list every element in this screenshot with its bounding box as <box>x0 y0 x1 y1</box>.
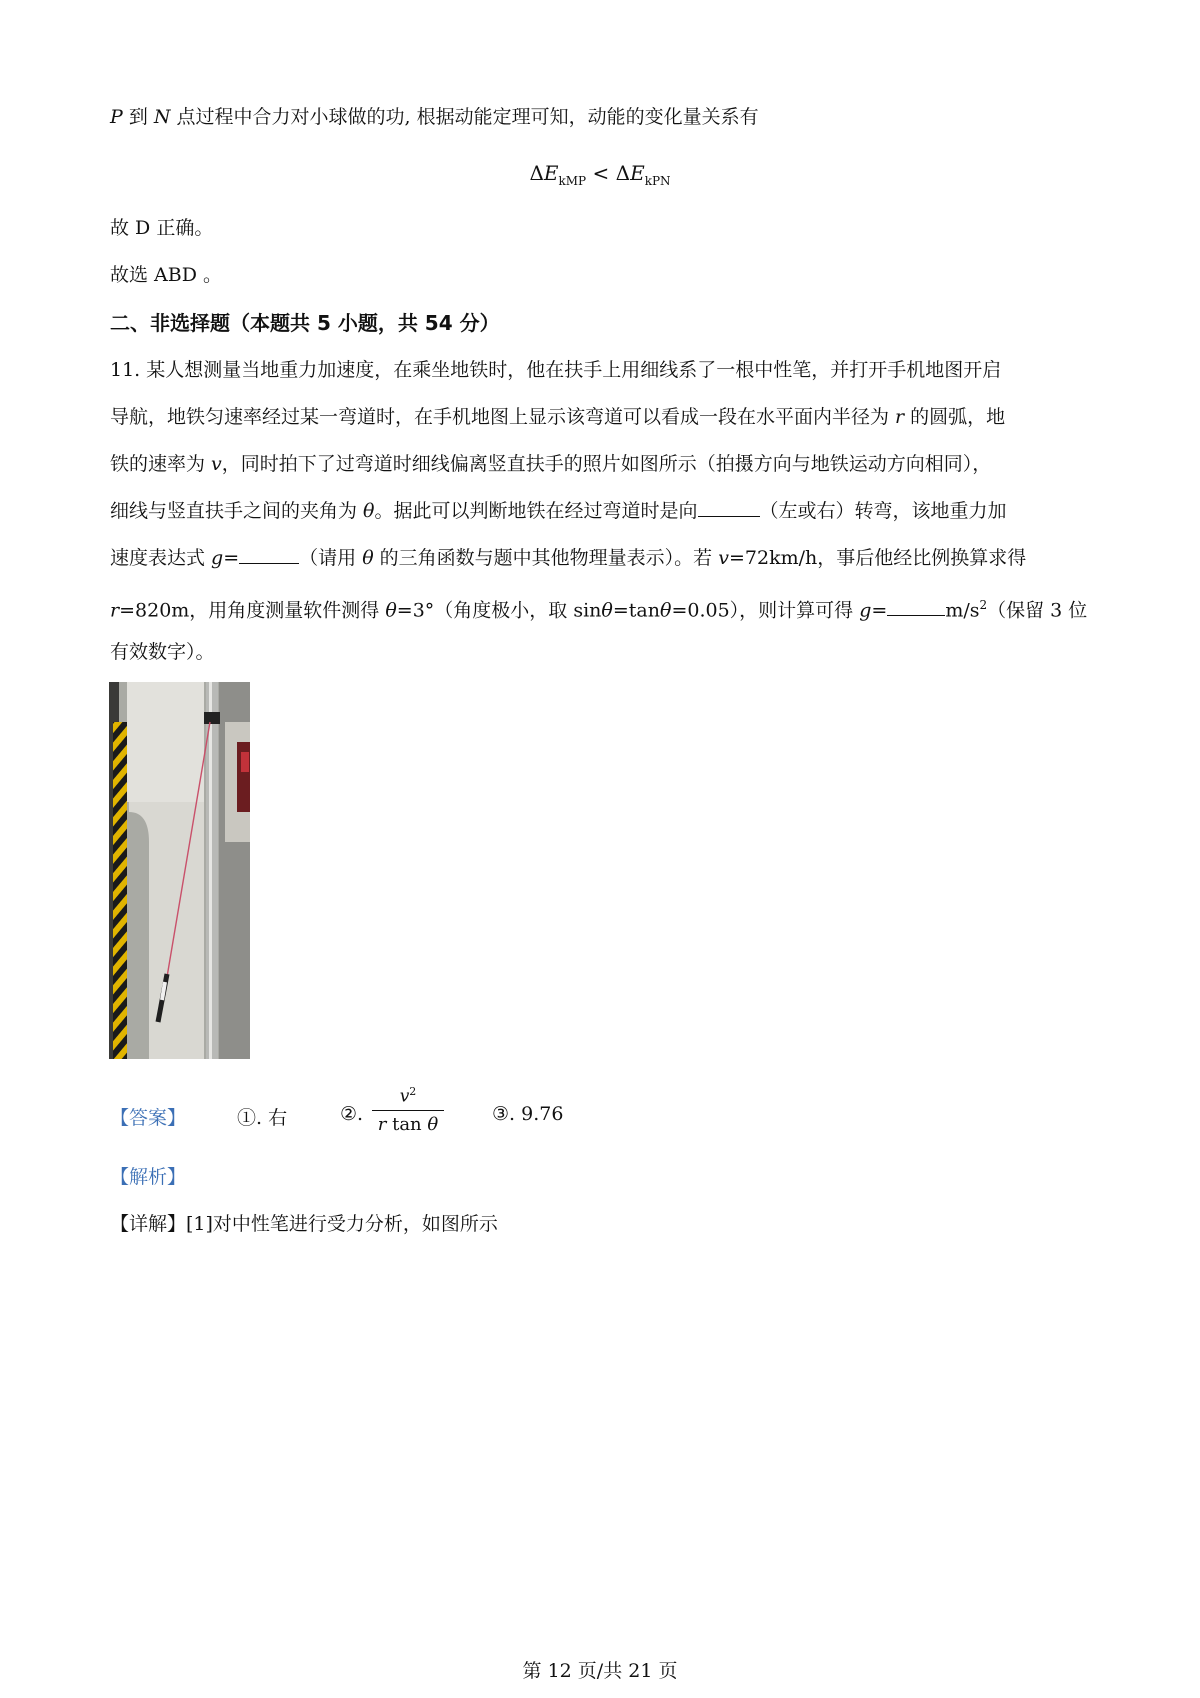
text: tan <box>386 1113 428 1135</box>
kinetic-energy-formula <box>0 160 1200 194</box>
text: 速度表达式 <box>110 547 212 569</box>
text-line-1 <box>110 104 759 130</box>
answer-2-label: ②. <box>340 1103 364 1125</box>
detail-line <box>110 1211 498 1237</box>
answer-2-fraction <box>372 1085 444 1135</box>
text: 点过程中合力对小球做的功, 根据动能定理可知，动能的变化量关系有 <box>170 106 759 128</box>
text: 的三角函数与题中其他物理量表示）。若 <box>373 547 719 569</box>
answer-1: ①. 右 <box>237 1107 288 1129</box>
text: （保留 3 位 <box>987 599 1088 622</box>
answer-blank-3[interactable] <box>887 597 945 616</box>
question-11-line-e <box>110 545 1026 571</box>
operator: < <box>586 161 616 185</box>
superscript: 2 <box>409 1085 417 1098</box>
var-g: g <box>859 599 872 622</box>
answer-blank-2[interactable] <box>239 545 299 564</box>
detail-text: [1]对中性笔进行受力分析，如图所示 <box>186 1213 498 1235</box>
fraction-denominator <box>378 1111 438 1135</box>
answer-tag: 【答案】 <box>110 1107 187 1129</box>
text: （左或右）转弯，该地重力加 <box>759 500 1007 522</box>
text: 。据此可以判断地铁在经过弯道时是向 <box>374 500 698 522</box>
var-v: v <box>718 547 729 569</box>
delta-symbol: Δ <box>615 161 631 185</box>
var-e: E <box>543 161 559 185</box>
var-g: g <box>211 547 224 569</box>
text: =3°（角度极小，取 sin <box>396 599 602 622</box>
answer-blank-1[interactable] <box>698 498 760 517</box>
delta-symbol: Δ <box>529 161 544 185</box>
text: ，同时拍下了过弯道时细线偏离竖直扶手的照片如图所示（拍摄方向与地铁运动方向相同）， <box>221 453 992 475</box>
question-11-line-d <box>110 498 1007 524</box>
var-e: E <box>630 161 645 185</box>
question-11-line-c <box>110 451 991 477</box>
text: = <box>871 599 888 622</box>
subscript: kPN <box>644 174 671 188</box>
text: =tan <box>612 599 660 622</box>
var-v: v <box>399 1086 410 1107</box>
var-r: r <box>895 406 905 428</box>
text-line-2: 故 D 正确。 <box>110 217 214 239</box>
text: 导航，地铁匀速率经过某一弯道时，在手机地图上显示该弯道可以看成一段在水平面内半径为 <box>110 406 896 428</box>
text: =820m，用角度测量软件测得 <box>119 599 386 622</box>
var-theta: θ <box>385 599 397 622</box>
text: （请用 <box>299 547 363 569</box>
subway-handrail-photo <box>109 682 250 1059</box>
var-r: r <box>377 1113 387 1135</box>
question-11-line-f <box>110 592 1087 623</box>
var-r: r <box>110 599 120 622</box>
answer-3: ③. 9.76 <box>492 1103 564 1125</box>
text-line-3: 故选 ABD 。 <box>110 264 222 286</box>
var-v: v <box>211 453 222 475</box>
detail-tag: 【详解】 <box>110 1213 187 1235</box>
text: 到 <box>122 106 154 128</box>
text: =0.05），则计算可得 <box>671 599 860 622</box>
page-footer: 第 12 页/共 21 页 <box>522 1660 678 1682</box>
analysis-tag: 【解析】 <box>110 1166 187 1188</box>
var-theta: θ <box>363 500 375 522</box>
superscript: 2 <box>979 598 988 612</box>
var-p: P <box>110 106 123 128</box>
question-11-line-g: 有效数字）。 <box>110 641 215 663</box>
question-11-line-b <box>110 404 1005 430</box>
text: =72km/h，事后他经比例换算求得 <box>728 547 1027 569</box>
subscript: kMP <box>558 174 587 188</box>
var-theta: θ <box>427 1113 439 1135</box>
section-heading: 二、非选择题（本题共 5 小题，共 54 分） <box>110 311 500 335</box>
fraction-numerator <box>372 1085 444 1111</box>
text: 铁的速率为 <box>110 453 212 475</box>
text: 的圆弧，地 <box>904 406 1006 428</box>
question-11-line-a: 11. 某人想测量当地重力加速度，在乘坐地铁时，他在扶手上用细线系了一根中性笔，并打开手机地图开启 <box>110 359 1002 381</box>
text: = <box>223 547 240 569</box>
var-theta: θ <box>601 599 613 622</box>
var-theta: θ <box>660 599 672 622</box>
text: 细线与竖直扶手之间的夹角为 <box>110 500 364 522</box>
text: m/s <box>945 599 980 622</box>
photo-illustration <box>109 682 250 1059</box>
var-n: N <box>153 106 171 128</box>
var-theta: θ <box>362 547 374 569</box>
